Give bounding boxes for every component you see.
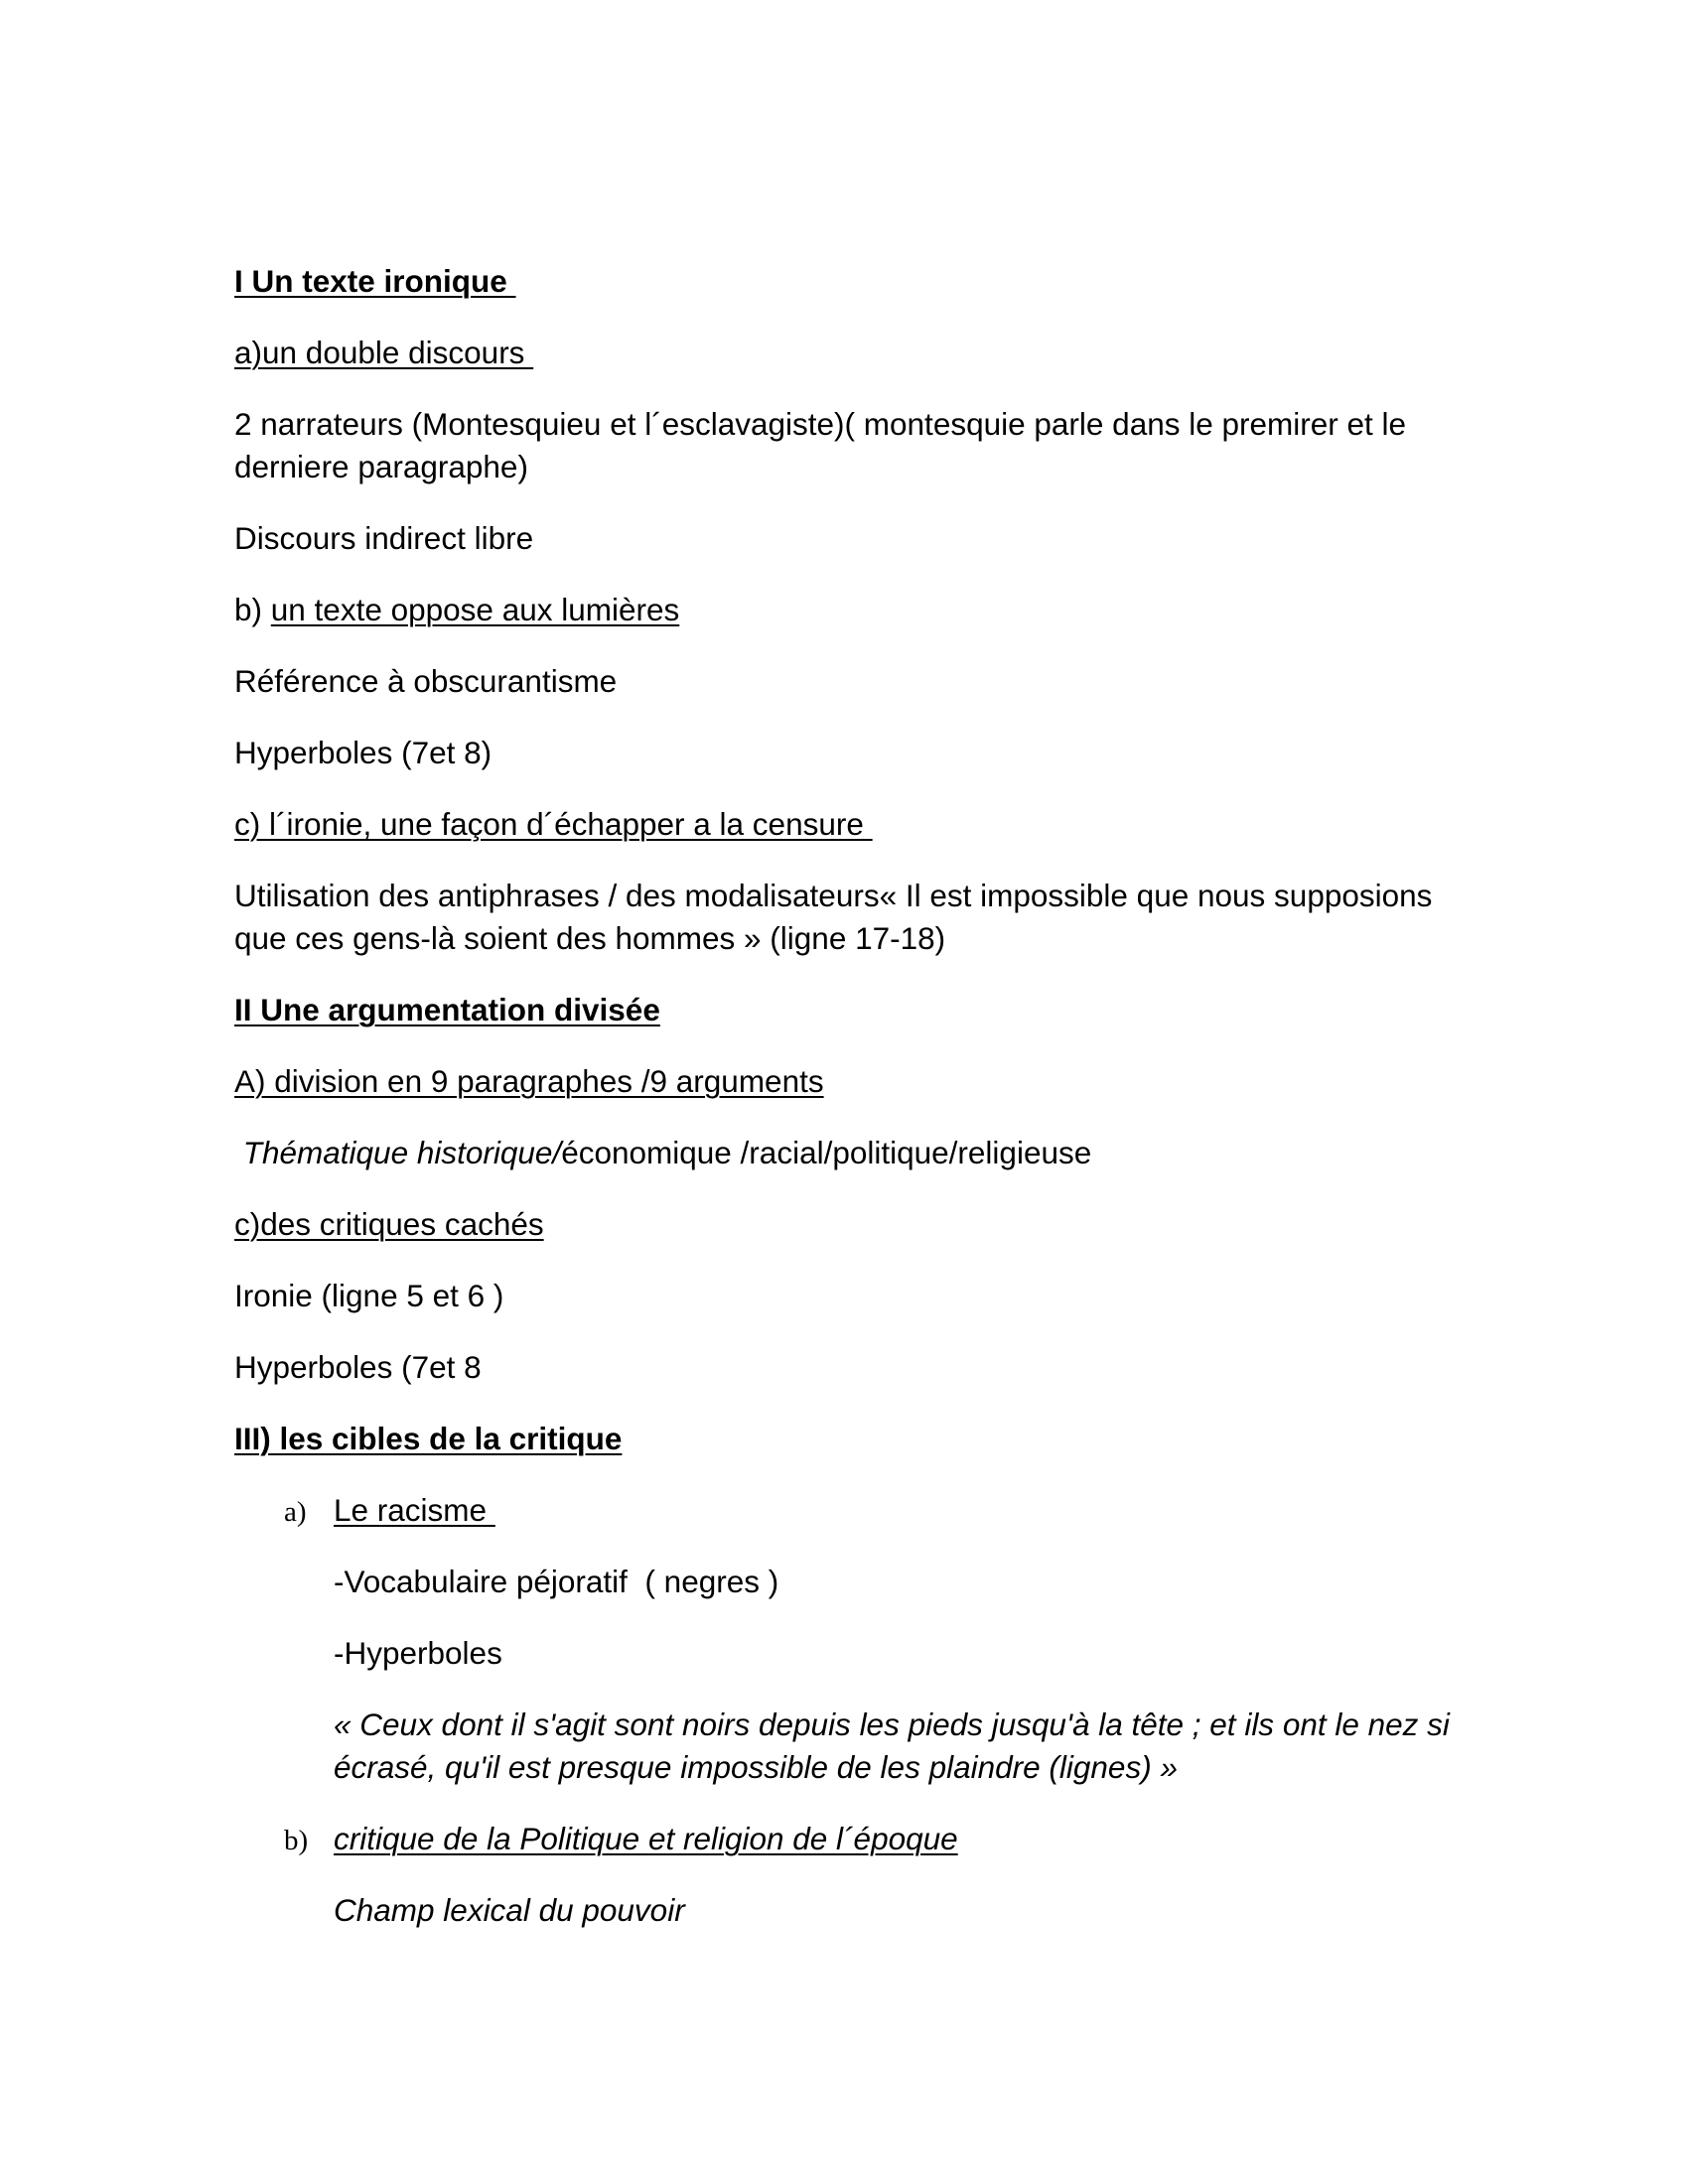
- list-marker: b): [284, 1825, 309, 1856]
- subheading-1c: [234, 803, 1466, 846]
- subheading-prefix: b): [234, 592, 271, 627]
- document-page: [234, 260, 1466, 1961]
- paragraph-thematique: [234, 1132, 1466, 1174]
- section-heading-1: [234, 260, 1466, 303]
- paragraph-hyperboles-2: Hyperboles (7et 8: [234, 1349, 482, 1385]
- subheading-2a: [234, 1060, 1466, 1103]
- paragraph-hyperboles: Hyperboles (7et 8): [234, 735, 492, 770]
- paragraph-vocabulaire: -Vocabulaire péjoratif ( negres ): [334, 1564, 779, 1599]
- subheading-2c: [234, 1203, 1466, 1246]
- heading-text: II Une argumentation divisée: [234, 992, 660, 1027]
- subheading-1a: [234, 332, 1466, 374]
- subheading-text: c)des critiques cachés: [234, 1206, 544, 1242]
- subheading-text: c) l´ironie, une façon d´échapper a la censure: [234, 806, 873, 842]
- paragraph-discours-indirect: Discours indirect libre: [234, 520, 534, 556]
- paragraph-obscurantisme: Référence à obscurantisme: [234, 663, 618, 699]
- list-item-text: critique de la Politique et religion de l´époque: [334, 1821, 958, 1856]
- list-item-politique: [234, 1818, 1466, 1860]
- paragraph-hyperboles-3: -Hyperboles: [334, 1635, 502, 1671]
- subheading-text: A) division en 9 paragraphes /9 arguments: [234, 1063, 824, 1099]
- heading-text: III) les cibles de la critique: [234, 1421, 623, 1456]
- thematique-rest: économique /racial/politique/religieuse: [561, 1135, 1092, 1170]
- paragraph-narrateurs: 2 narrateurs (Montesquieu et l´esclavagiste)( montesquie parle dans le premirer et le derniere paragraphe): [234, 406, 1407, 484]
- section-heading-3: [234, 1418, 1466, 1460]
- paragraph-antiphrases: Utilisation des antiphrases / des modalisateurs« Il est impossible que nous supposions que ces gens-là soient des hommes » (ligne 17-18): [234, 878, 1433, 956]
- subheading-text: a)un double discours: [234, 335, 534, 370]
- heading-text: I Un texte ironique: [234, 263, 516, 299]
- subheading-text: un texte oppose aux lumières: [270, 592, 680, 627]
- section-heading-2: [234, 989, 1466, 1031]
- paragraph-champ-lexical: Champ lexical du pouvoir: [334, 1892, 685, 1928]
- paragraph-ironie: Ironie (ligne 5 et 6 ): [234, 1278, 504, 1313]
- thematique-italic: Thématique historique/: [234, 1135, 562, 1170]
- list-marker: a): [284, 1496, 307, 1528]
- list-item-text: Le racisme: [334, 1492, 495, 1528]
- quote-ceux-dont: « Ceux dont il s'agit sont noirs depuis les pieds jusqu'à la tête ; et ils ont le nez si écrasé, qu'il est presque impossible de les plaindre (lignes) »: [334, 1706, 1450, 1785]
- subheading-1b: [234, 589, 1466, 631]
- list-item-racisme: [234, 1489, 1466, 1532]
